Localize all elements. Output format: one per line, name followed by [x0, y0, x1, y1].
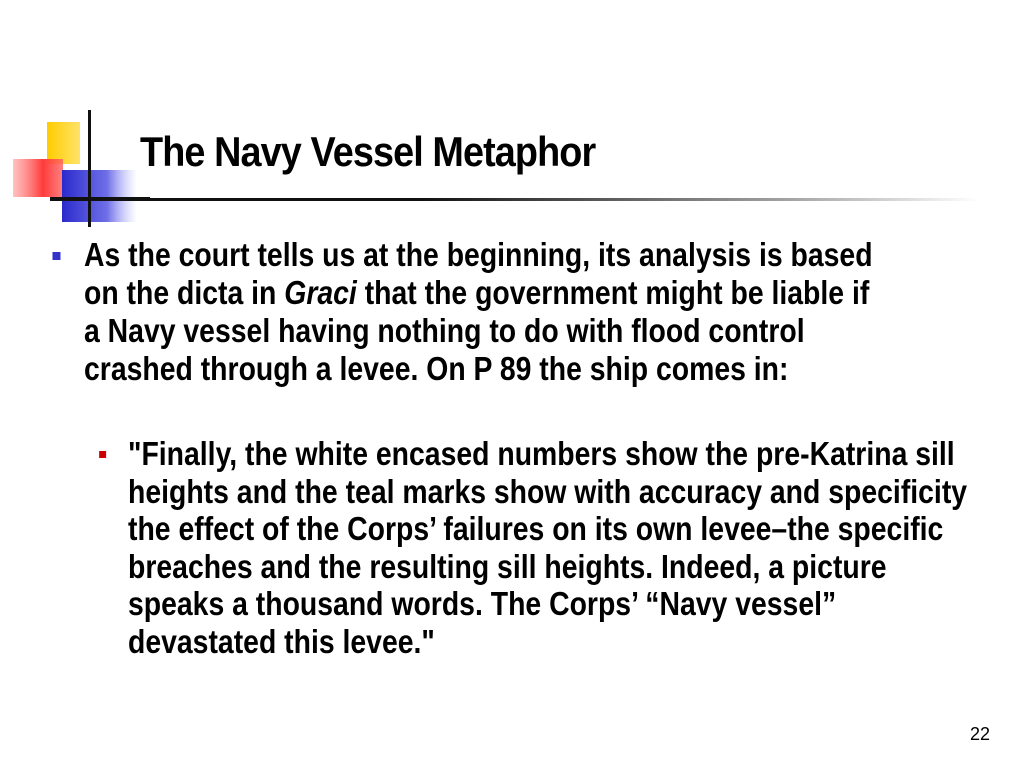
bullet-item: [84, 236, 884, 388]
logo-squares-icon: [0, 100, 150, 230]
square-sub-bullet-icon: [99, 451, 106, 458]
quote-text: "Finally, the white encased numbers show the pre-Katrina sill heights and the teal marks show with accuracy and specificity the effect of the Corps’ failures on its own levee–the specific breaches and the resulting sill heights. Indeed, a picture speaks a thousand words. The Corps’ “Navy vessel” devastated this levee.": [128, 435, 968, 660]
sub-bullet-item: [128, 435, 988, 660]
bullet-text: [84, 236, 884, 388]
slide-title: The Navy Vessel Metaphor: [140, 128, 596, 175]
square-bullet-icon: [52, 252, 60, 260]
title-underline: [50, 198, 980, 201]
text-segment: As the court tells us at the beginning, its analysis is based on the dicta in: [84, 236, 873, 311]
slide-number: 22: [969, 724, 990, 744]
case-name: Graci: [284, 274, 357, 311]
text-segment: that the government might be liable if a Navy vessel having nothing to do with flood control crashed through a levee. On P 89 the ship comes in:: [84, 274, 870, 387]
